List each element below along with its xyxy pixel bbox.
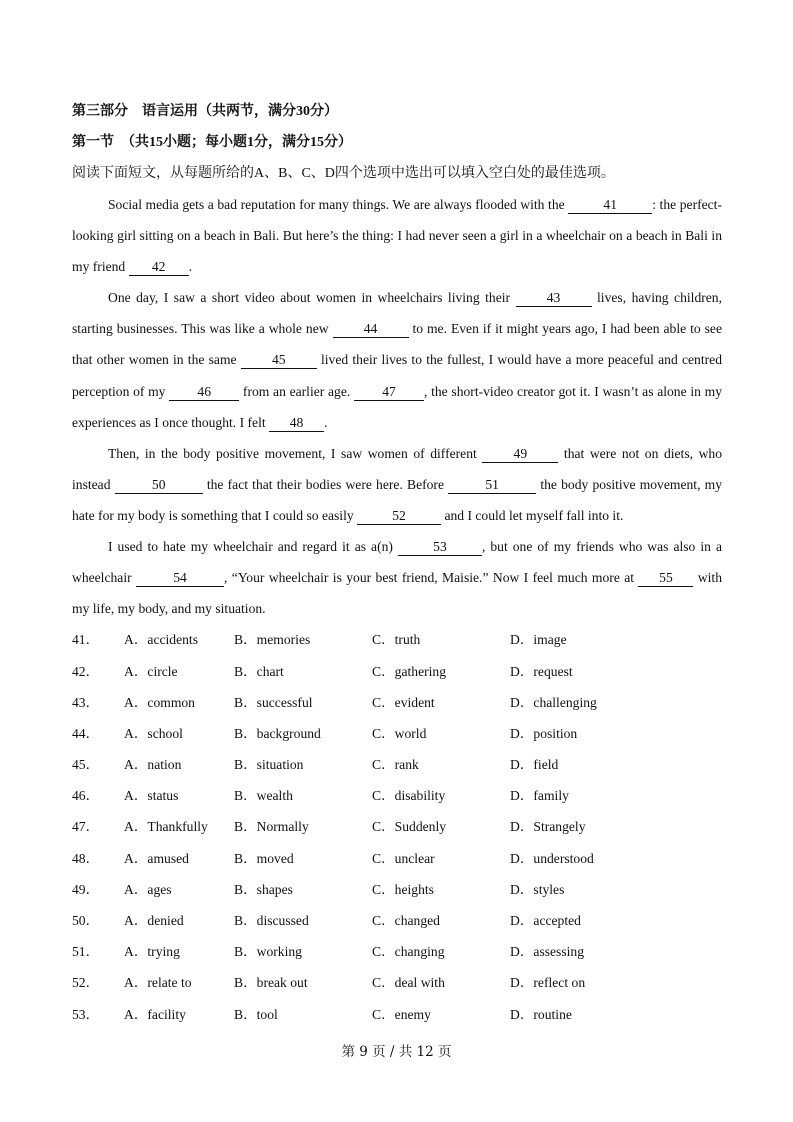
text-run: from an earlier age.: [239, 383, 354, 399]
paragraph-4: [72, 531, 722, 624]
option-b: B．working: [234, 944, 302, 960]
question-row: [72, 687, 722, 718]
option-a: A．nation: [124, 757, 182, 773]
option-b: B．successful: [234, 694, 313, 710]
blank-47: 47: [354, 384, 424, 401]
text-run: lives, having children, starting businesses. This was like a whole new: [72, 290, 722, 337]
text-run: that were not on diets, who instead: [72, 445, 722, 492]
question-row: [72, 905, 722, 936]
question-number: 51．: [72, 944, 100, 960]
question-row: [72, 656, 722, 687]
text-run: , but one of my friends who was also in a wheelchair: [72, 539, 722, 586]
option-c: C．deal with: [372, 975, 445, 991]
option-a: A．ages: [124, 881, 172, 897]
option-c: C．Suddenly: [372, 819, 447, 835]
paragraph-1: [72, 189, 722, 282]
text-run: the fact that their bodies were here. Before: [202, 476, 449, 492]
option-a: A．denied: [124, 913, 184, 928]
option-c: C．rank: [372, 757, 419, 773]
text-run: Then, in the body positive movement, I saw women of different: [108, 445, 483, 461]
blank-55: 55: [638, 570, 693, 587]
question-row: [72, 843, 722, 874]
text-run: : the perfect-looking girl sitting on a beach in Bali. But here’s the thing: I had never seen a girl in a wheelchair on a beach in Bali in my friend: [72, 197, 722, 275]
option-d: D．family: [510, 788, 569, 804]
question-row: [72, 811, 722, 842]
question-row: [72, 624, 722, 655]
question-number: 47．: [72, 819, 100, 835]
option-d: D．understood: [510, 850, 594, 866]
text-run: , “Your wheelchair is your best friend, Maisie.” Now I feel much more at: [224, 570, 639, 586]
option-a: A．Thankfully: [124, 819, 208, 835]
option-d: D．image: [510, 632, 567, 648]
question-number: 53．: [72, 1006, 100, 1022]
question-number: 49．: [72, 881, 100, 897]
text-run: to me. Even if it might years ago, I had been able to see that other women in the same: [72, 321, 722, 368]
answer-options: [72, 624, 722, 1029]
option-c: C．heights: [372, 881, 434, 897]
option-c: C．disability: [372, 788, 446, 804]
blank-52: 52: [357, 508, 441, 525]
option-b: B．situation: [234, 757, 304, 773]
question-row: [72, 936, 722, 967]
question-number: 41．: [72, 632, 100, 648]
option-d: D．field: [510, 757, 559, 773]
question-row: [72, 967, 722, 998]
question-row: [72, 999, 722, 1030]
option-b: B．wealth: [234, 788, 293, 804]
blank-53: 53: [398, 539, 482, 556]
text-run: the body positive movement, my hate for my body is something that I could so easily: [72, 476, 723, 523]
option-b: B．memories: [234, 632, 311, 648]
question-row: [72, 749, 722, 780]
text-run: lived their lives to the fullest, I would have a more peaceful and centred perception of my: [72, 352, 722, 399]
option-c: C．truth: [372, 632, 421, 648]
question-number: 48．: [72, 850, 100, 866]
blank-46: 46: [169, 384, 239, 401]
question-row: [72, 874, 722, 905]
option-c: C．evident: [372, 694, 435, 710]
option-d: D．request: [510, 663, 573, 679]
option-b: B．background: [234, 725, 321, 741]
blank-45: 45: [241, 352, 317, 369]
paragraph-2: [72, 282, 722, 437]
page-footer: 第 9 页 / 共 12 页: [341, 1044, 452, 1060]
option-b: B．shapes: [234, 881, 293, 897]
option-d: D．styles: [510, 881, 565, 897]
paragraph-3: [72, 438, 722, 531]
option-a: A．accidents: [124, 632, 198, 648]
text-run: Social media gets a bad reputation for many things. We are always flooded with the: [108, 197, 569, 212]
subsection-title: 第一节 （共15小题；每小题1分，满分15分）: [72, 135, 352, 150]
option-b: B．discussed: [234, 913, 309, 928]
option-d: D．reflect on: [510, 975, 586, 991]
text-run: I used to hate my wheelchair and regard it as a(n): [108, 539, 398, 555]
blank-42: 42: [129, 259, 189, 276]
option-b: B．break out: [234, 975, 308, 991]
text-run: .: [188, 259, 193, 275]
blank-51: 51: [448, 477, 536, 494]
question-number: 46．: [72, 788, 100, 804]
option-c: C．unclear: [372, 850, 435, 866]
blank-49: 49: [482, 446, 558, 463]
blank-50: 50: [115, 477, 203, 494]
option-b: B．Normally: [234, 819, 309, 835]
blank-48: 48: [269, 415, 324, 432]
option-c: C．world: [372, 725, 427, 741]
option-b: B．moved: [234, 850, 294, 866]
question-number: 43．: [72, 694, 100, 710]
option-a: A．status: [124, 788, 179, 804]
question-number: 42．: [72, 663, 100, 679]
text-run: , the short-video creator got it. I wasn’t as alone in my experiences as I once thought. I felt: [72, 383, 722, 430]
option-a: A．facility: [124, 1006, 186, 1022]
option-a: A．school: [124, 725, 183, 741]
section-title: 第三部分 语言运用（共两节，满分30分）: [72, 104, 338, 119]
blank-41: 41: [568, 197, 652, 214]
option-c: C．changed: [372, 913, 440, 928]
option-a: A．trying: [124, 944, 180, 960]
option-a: A．amused: [124, 850, 189, 866]
question-number: 44．: [72, 725, 100, 741]
option-d: D．challenging: [510, 694, 597, 710]
option-b: B．chart: [234, 663, 284, 679]
question-number: 52．: [72, 975, 100, 991]
option-c: C．gathering: [372, 663, 446, 679]
option-c: C．enemy: [372, 1006, 431, 1022]
text-run: and I could let myself fall into it.: [441, 507, 624, 523]
cloze-passage: [72, 189, 722, 624]
blank-44: 44: [333, 321, 409, 338]
blank-54: 54: [136, 570, 224, 587]
option-b: B．tool: [234, 1006, 278, 1022]
option-d: D．Strangely: [510, 819, 586, 835]
blank-43: 43: [516, 290, 592, 307]
option-a: A．common: [124, 694, 195, 710]
exam-page: [72, 96, 722, 1030]
option-d: D．routine: [510, 1006, 572, 1022]
text-run: with my life, my body, and my situation.: [72, 570, 722, 617]
option-d: D．accepted: [510, 913, 581, 928]
question-number: 45．: [72, 757, 100, 773]
text-run: .: [324, 414, 328, 430]
option-d: D．assessing: [510, 944, 585, 960]
option-c: C．changing: [372, 944, 445, 960]
text-run: One day, I saw a short video about women in wheelchairs living their: [108, 290, 516, 306]
question-number: 50．: [72, 913, 100, 928]
instructions: 阅读下面短文，从每题所给的A、B、C、D四个选项中选出可以填入空白处的最佳选项。: [72, 166, 615, 181]
option-a: A．circle: [124, 663, 178, 679]
option-d: D．position: [510, 725, 578, 741]
question-row: [72, 780, 722, 811]
question-row: [72, 718, 722, 749]
option-a: A．relate to: [124, 975, 192, 991]
